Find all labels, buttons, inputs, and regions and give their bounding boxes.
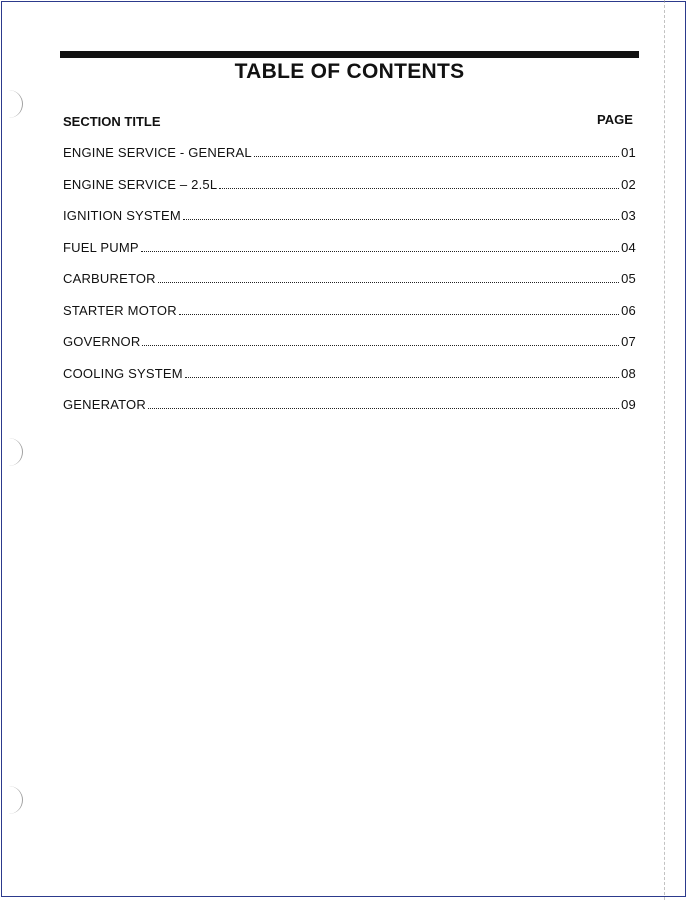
toc-entry-title: GOVERNOR (63, 334, 141, 349)
dot-leader (142, 345, 619, 346)
dot-leader (183, 219, 619, 220)
toc-entry-title: ENGINE SERVICE - GENERAL (63, 145, 252, 160)
dot-leader (179, 314, 619, 315)
toc-entry-page: 06 (621, 302, 636, 318)
dot-leader (141, 251, 619, 252)
toc-entry-page: 07 (621, 334, 636, 349)
toc-entry-page: 04 (621, 239, 636, 255)
toc-list (63, 145, 636, 429)
page-title: TABLE OF CONTENTS (234, 60, 465, 83)
toc-entry-page: 01 (621, 145, 636, 160)
toc-entry[interactable] (63, 208, 636, 240)
dot-leader (148, 408, 619, 409)
page-frame (1, 1, 686, 897)
toc-entry[interactable] (63, 145, 636, 177)
title-rule (60, 51, 639, 58)
toc-entry[interactable] (63, 397, 636, 429)
toc-entry-title: CARBURETOR (63, 271, 156, 286)
toc-entry-title: COOLING SYSTEM (63, 365, 183, 381)
toc-entry[interactable] (63, 271, 636, 303)
dot-leader (254, 156, 619, 157)
toc-entry-page: 02 (621, 176, 636, 192)
toc-entry-page: 09 (621, 397, 636, 412)
toc-entry[interactable] (63, 366, 636, 398)
toc-entry-title: STARTER MOTOR (63, 302, 177, 318)
toc-entry-title: FUEL PUMP (63, 239, 139, 255)
toc-entry[interactable] (63, 240, 636, 272)
toc-entry-title: GENERATOR (63, 397, 146, 412)
section-title-header: SECTION TITLE (63, 114, 161, 129)
scan-edge (664, 0, 668, 900)
toc-entry-title: ENGINE SERVICE – 2.5L (63, 176, 218, 192)
toc-entry[interactable] (63, 303, 636, 335)
toc-entry[interactable] (63, 177, 636, 209)
dot-leader (185, 377, 619, 378)
toc-entry[interactable] (63, 334, 636, 366)
toc-entry-title: IGNITION SYSTEM (63, 208, 181, 223)
toc-entry-page: 05 (621, 271, 636, 286)
dot-leader (219, 188, 619, 189)
toc-entry-page: 03 (621, 208, 636, 223)
toc-entry-page: 08 (621, 365, 636, 381)
page-header: PAGE (597, 112, 633, 127)
dot-leader (158, 282, 619, 283)
